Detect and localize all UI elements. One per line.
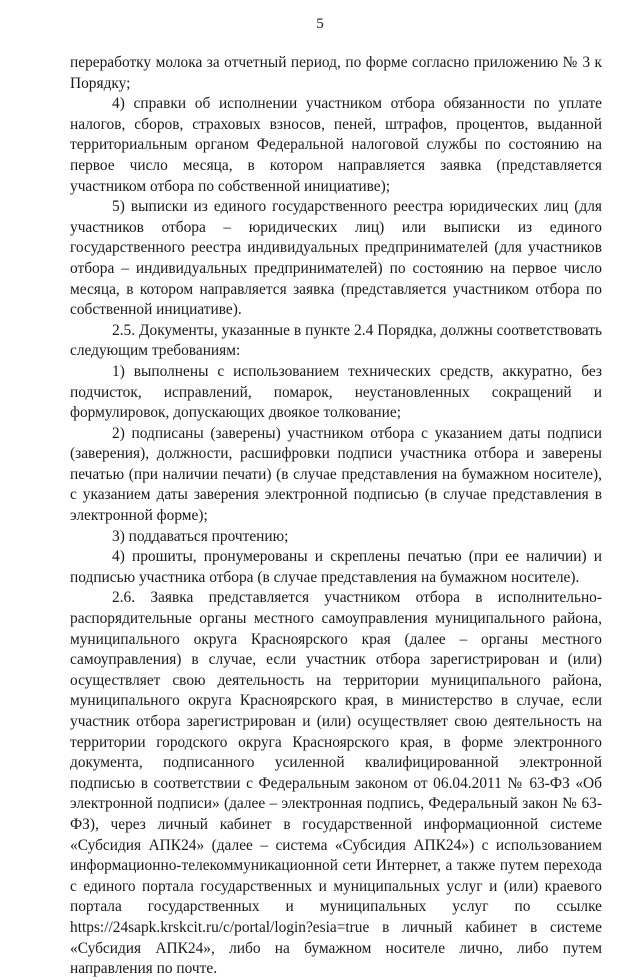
paragraph-requirement-3: 3) поддаваться прочтению; bbox=[112, 527, 289, 545]
paragraph-section-2-5: 2.5. Документы, указанные в пункте 2.4 Порядка, должны соответствовать следующим требованиям: bbox=[70, 321, 602, 360]
paragraph-requirement-2: 2) подписаны (заверены) участником отбора с указанием даты подписи (заверения), должности, расшифровки подписи участника отбора и заверены печатью (при наличии печати) (в случае представления на бумажном носителе), с указанием даты заверения электронной подписью (в случае представления в электронной форме); bbox=[70, 424, 602, 525]
paragraph-item-5-registry-extract: 5) выписки из единого государственного реестра юридических лиц (для участников отбора – юридических лиц) или выписки из единого государственного реестра индивидуальных предпринимателей (для участников отбора – индивидуальных предпринимателей) по состоянию на первое число месяца, в котором направляется заявка (представляется участником отбора по собственной инициативе). bbox=[70, 198, 602, 319]
paragraph-section-2-6: 2.6. Заявка представляется участником отбора в исполнительно-распорядительные органы местного самоуправления муниципального района, муниципального округа Красноярского края (далее – органы местного самоуправления) в случае, если участник отбора зарегистрирован и (или) осуществляет свою деятельность на территории муниципального района, муниципального округа Красноярского края, в министерство в случае, если участник отбора зарегистрирован и (или) осуществляет свою деятельность на территории городского округа Красноярского края, в форме электронного документа, подписанного усиленной квалифицированной электронной подписью в соответствии с Федеральным законом от 06.04.2011 № 63-ФЗ «Об электронной подписи» (далее – электронная подпись, Федеральный закон № 63-ФЗ), через личный кабинет в государственной информационной системе «Субсидия АПК24» (далее – система «Субсидия АПК24») с использованием информационно-телекоммуникационной сети Интернет, а также путем перехода с единого портала государственных и муниципальных услуг и (или) краевого портала государственных и муниципальных услуг по ссылке https://24sapk.krskcit.ru/c/portal/login?esia=true в личный кабинет в системе «Субсидия АПК24», либо на бумажном носителе лично, либо путем направления по почте. bbox=[70, 589, 602, 978]
paragraph-continuation: переработку молока за отчетный период, по форме согласно приложению № 3 к Порядку; bbox=[70, 54, 602, 92]
paragraph-item-4-tax-certificate: 4) справки об исполнении участником отбора обязанности по уплате налогов, сборов, страховых взносов, пеней, штрафов, процентов, выданной территориальным органом Федеральной налоговой службы по состоянию на первое число месяца, в котором направляется заявка (представляется участником отбора по собственной инициативе); bbox=[70, 95, 602, 195]
paragraph-requirement-4: 4) прошиты, пронумерованы и скреплены печатью (при ее наличии) и подписью участника отбора (в случае представления на бумажном носителе). bbox=[70, 548, 602, 586]
page-number: 5 bbox=[316, 16, 324, 32]
paragraph-requirement-1: 1) выполнены с использованием технических средств, аккуратно, без подчисток, исправлений, помарок, неустановленных сокращений и формулировок, допускающих двоякое толкование; bbox=[70, 362, 602, 422]
document-body bbox=[70, 53, 602, 980]
